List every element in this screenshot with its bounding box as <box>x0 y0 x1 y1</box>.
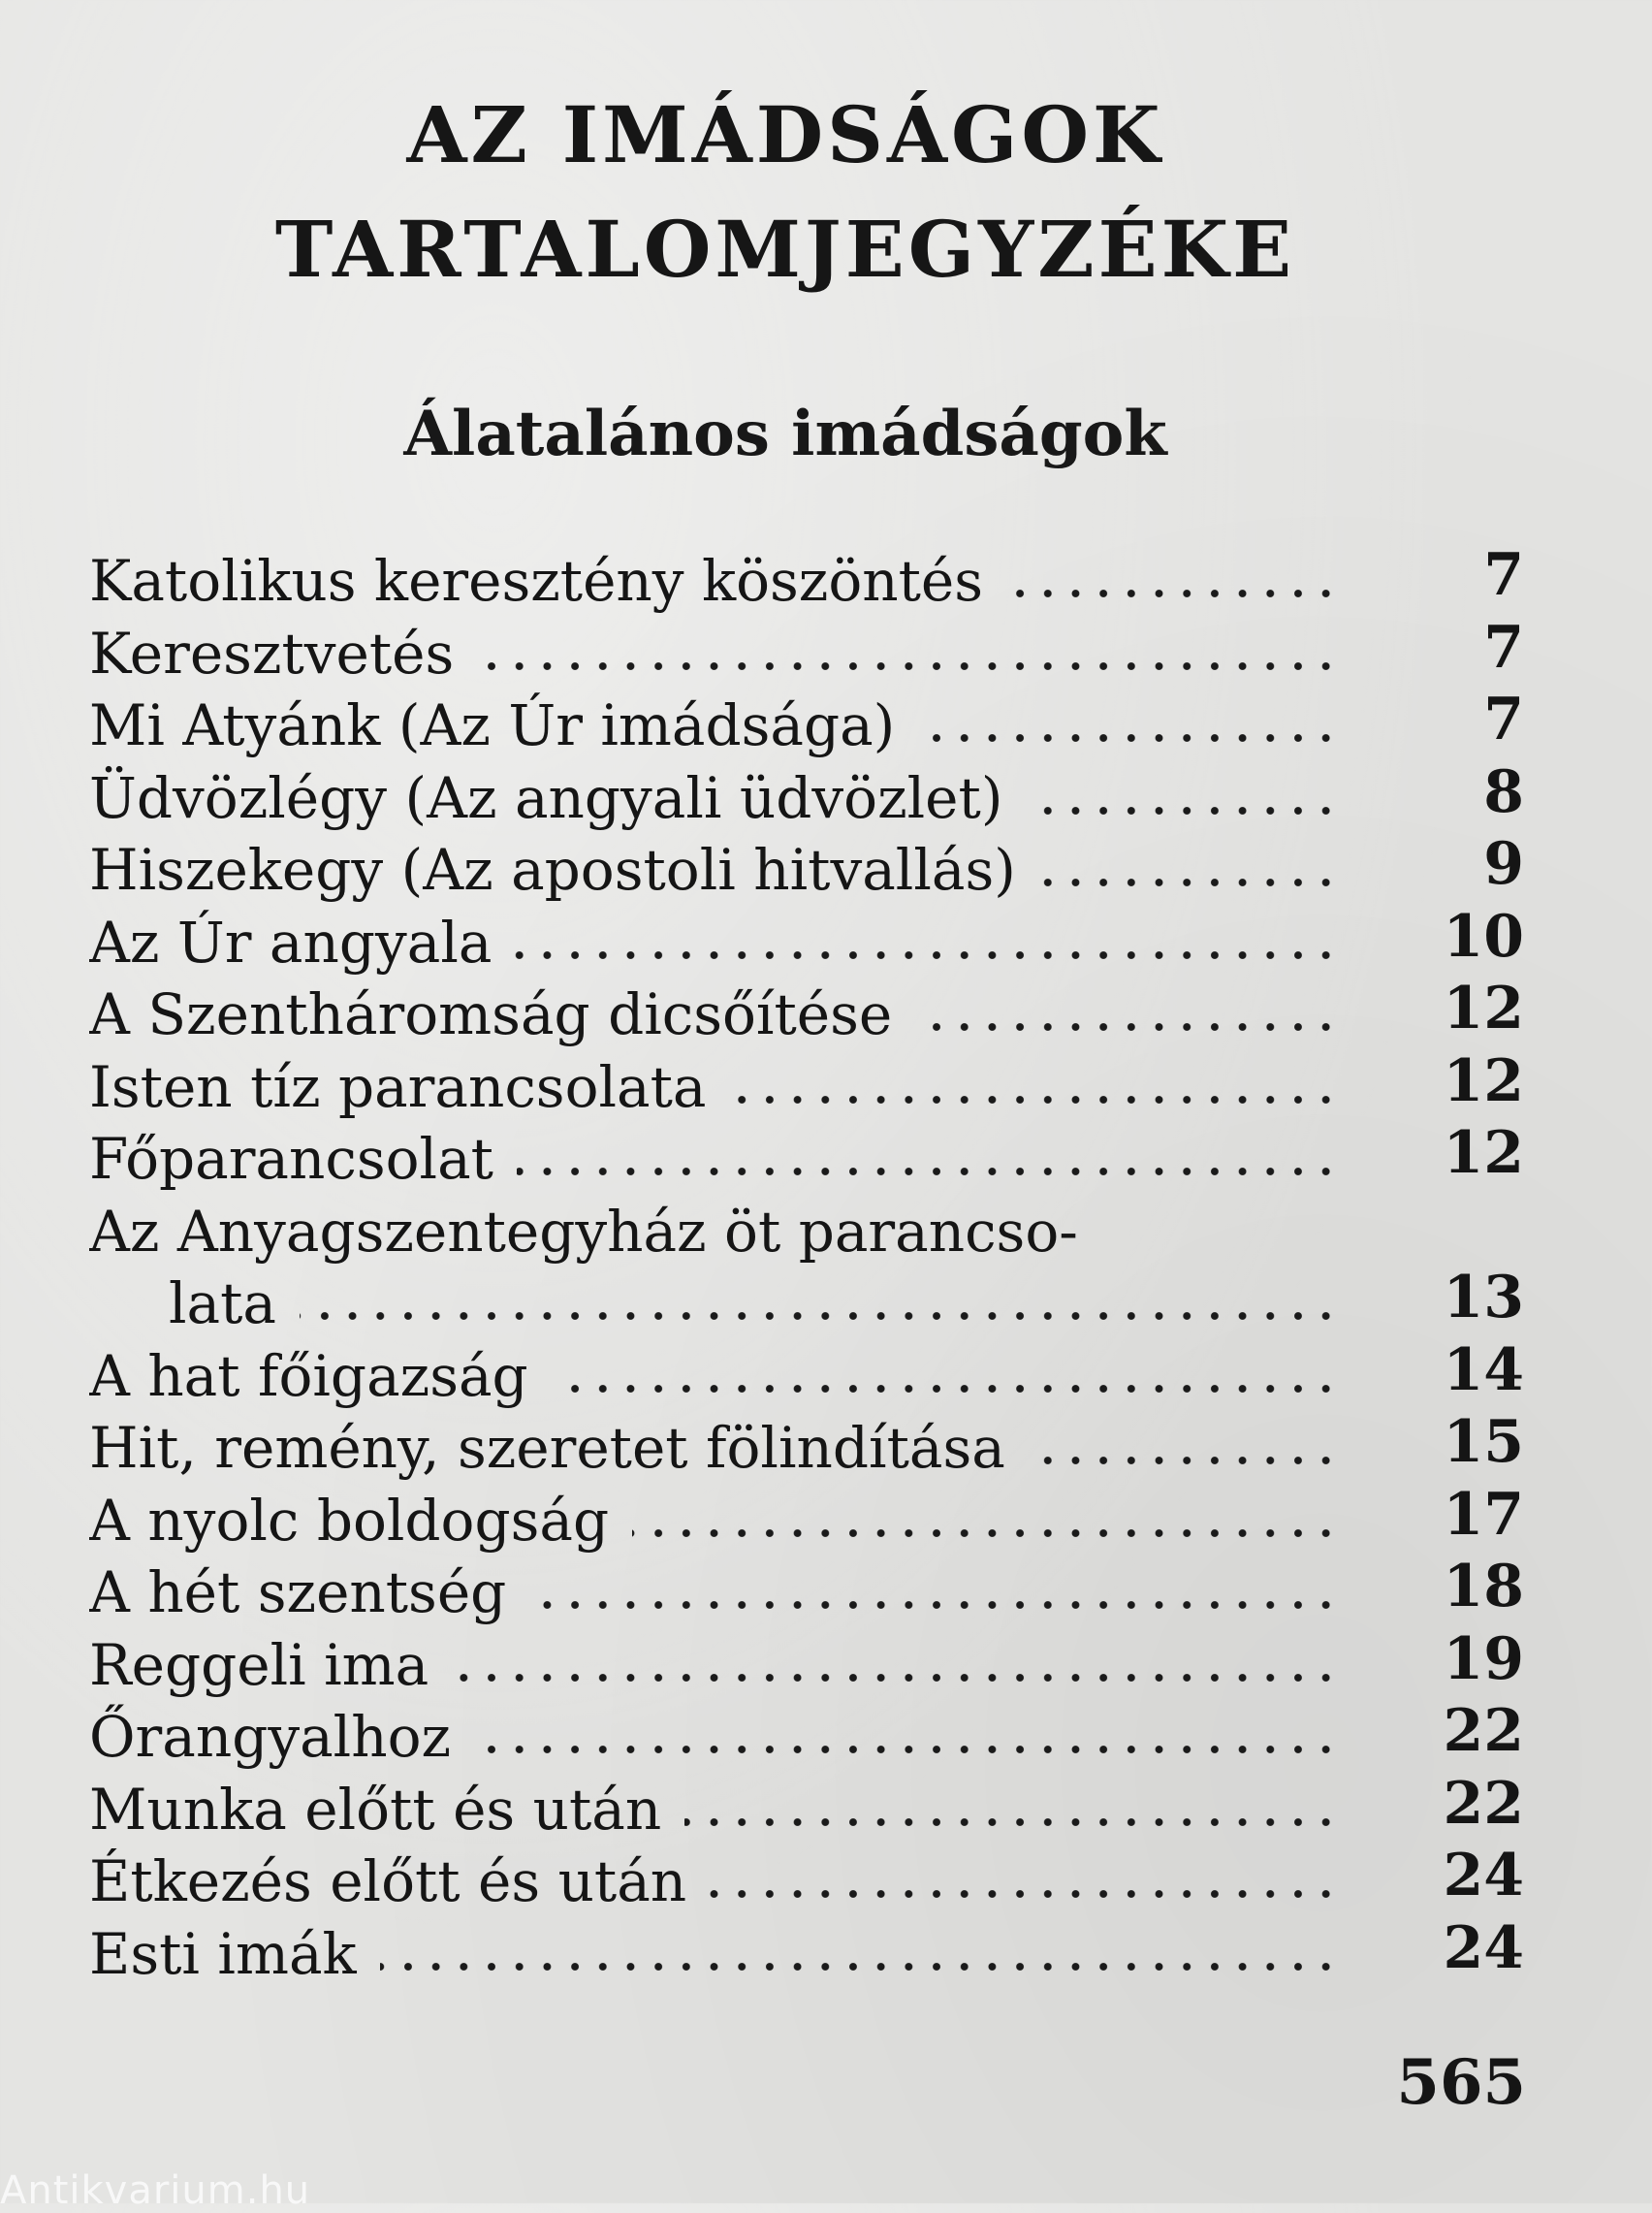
toc-entry-page: 17 <box>1443 1480 1524 1549</box>
toc-entry-page: 24 <box>1443 1842 1524 1909</box>
dot-leader <box>477 662 1340 670</box>
toc-entry-page: 9 <box>1483 830 1524 898</box>
toc-entry <box>89 1913 1524 1991</box>
toc-entry-title: Hit, remény, szeretet fölindítása <box>89 1415 1005 1481</box>
dot-leader <box>474 1746 1340 1753</box>
dot-leader <box>300 1312 1340 1320</box>
toc-entry-title: Katolikus keresztény köszöntés <box>89 548 984 614</box>
toc-entry-page: 12 <box>1443 975 1524 1042</box>
toc-entry-title: A hét szentség <box>89 1559 507 1625</box>
toc-entry <box>89 1046 1524 1124</box>
toc-entry <box>89 830 1524 907</box>
toc-entry <box>89 686 1524 762</box>
page-title-line-2: TARTALOMJEGYZÉKE <box>274 204 1296 295</box>
toc-entry-title: Keresztvetés <box>89 620 455 687</box>
toc-entry <box>89 541 1524 618</box>
toc-entry-title: Az Anyagszentegyház öt parancso- <box>89 1198 1078 1265</box>
toc-entry-title: Esti imák <box>89 1920 357 1987</box>
toc-entry-page: 13 <box>1443 1264 1524 1331</box>
toc-entry-title: Reggeli ima <box>89 1631 429 1698</box>
toc-entry <box>89 613 1524 690</box>
toc-entry <box>89 1408 1524 1485</box>
toc-entry-page: 22 <box>1443 1697 1524 1765</box>
dot-leader <box>552 1385 1340 1393</box>
toc-entry <box>89 1119 1524 1196</box>
toc-entry <box>89 1480 1524 1557</box>
toc-entry-title: A hat főigazság <box>89 1342 528 1409</box>
page-title-line-1: AZ IMÁDSÁGOK <box>406 89 1164 180</box>
section-heading: Álatalános imádságok <box>403 398 1167 470</box>
toc-entry-title: Őrangyalhoz <box>89 1704 452 1770</box>
toc-entry-title: Munka előtt és után <box>89 1776 662 1843</box>
dot-leader <box>529 1601 1340 1609</box>
dot-leader <box>517 1168 1340 1175</box>
page-number: 565 <box>1396 2046 1526 2119</box>
toc-entry <box>89 1769 1524 1846</box>
toc-entry-title: Főparancsolat <box>89 1126 493 1192</box>
dot-leader <box>710 1890 1340 1898</box>
dot-leader <box>730 1096 1340 1104</box>
toc-entry <box>89 1697 1524 1774</box>
dot-leader <box>515 951 1340 959</box>
toc-entry <box>89 1624 1524 1702</box>
toc-entry-page: 12 <box>1443 1119 1524 1187</box>
toc-entry <box>89 1196 1524 1268</box>
toc-entry-title: A nyolc boldogság <box>89 1487 610 1554</box>
dot-leader <box>1039 879 1340 886</box>
dot-leader <box>918 734 1340 742</box>
toc-entry-title: Üdvözlégy (Az angyali üdvözlet) <box>89 764 1003 831</box>
toc-entry-page: 7 <box>1483 613 1524 682</box>
dot-leader <box>915 1023 1340 1031</box>
table-of-contents <box>89 541 1524 1990</box>
toc-entry-title: Az Úr angyala <box>89 909 492 976</box>
toc-entry <box>89 975 1524 1051</box>
toc-entry-title: lata <box>169 1270 277 1336</box>
toc-entry-page: 18 <box>1443 1553 1524 1620</box>
dot-leader <box>1006 590 1340 597</box>
toc-entry-title: Étkezés előtt és után <box>89 1848 687 1914</box>
toc-entry-page: 10 <box>1443 902 1524 971</box>
dot-leader <box>684 1818 1340 1826</box>
toc-entry <box>89 1335 1524 1413</box>
dot-leader <box>1029 1457 1340 1464</box>
toc-entry-page: 24 <box>1443 1913 1524 1982</box>
toc-entry-title: A Szentháromság dicsőítése <box>89 981 893 1047</box>
toc-entry-continuation <box>89 1264 1524 1340</box>
toc-entry <box>89 1553 1524 1629</box>
toc-entry <box>89 902 1524 979</box>
toc-entry <box>89 1842 1524 1918</box>
dot-leader <box>632 1529 1340 1537</box>
toc-entry-page: 22 <box>1443 1769 1524 1838</box>
toc-entry-title: Mi Atyánk (Az Úr imádsága) <box>89 692 896 758</box>
dot-leader <box>380 1963 1340 1971</box>
toc-entry-page: 14 <box>1443 1335 1524 1404</box>
watermark: Antikvarium.hu <box>0 2168 311 2213</box>
toc-entry-page: 19 <box>1443 1624 1524 1693</box>
toc-entry-page: 8 <box>1483 757 1524 826</box>
toc-entry-title: Isten tíz parancsolata <box>89 1053 707 1120</box>
toc-entry-page: 7 <box>1483 686 1524 754</box>
dot-leader <box>452 1674 1340 1682</box>
toc-entry-title: Hiszekegy (Az apostoli hitvallás) <box>89 837 1016 903</box>
toc-entry-page: 7 <box>1483 541 1524 609</box>
toc-entry-page: 12 <box>1443 1046 1524 1115</box>
dot-leader <box>1026 807 1340 815</box>
toc-entry <box>89 757 1524 835</box>
toc-entry-page: 15 <box>1443 1408 1524 1476</box>
